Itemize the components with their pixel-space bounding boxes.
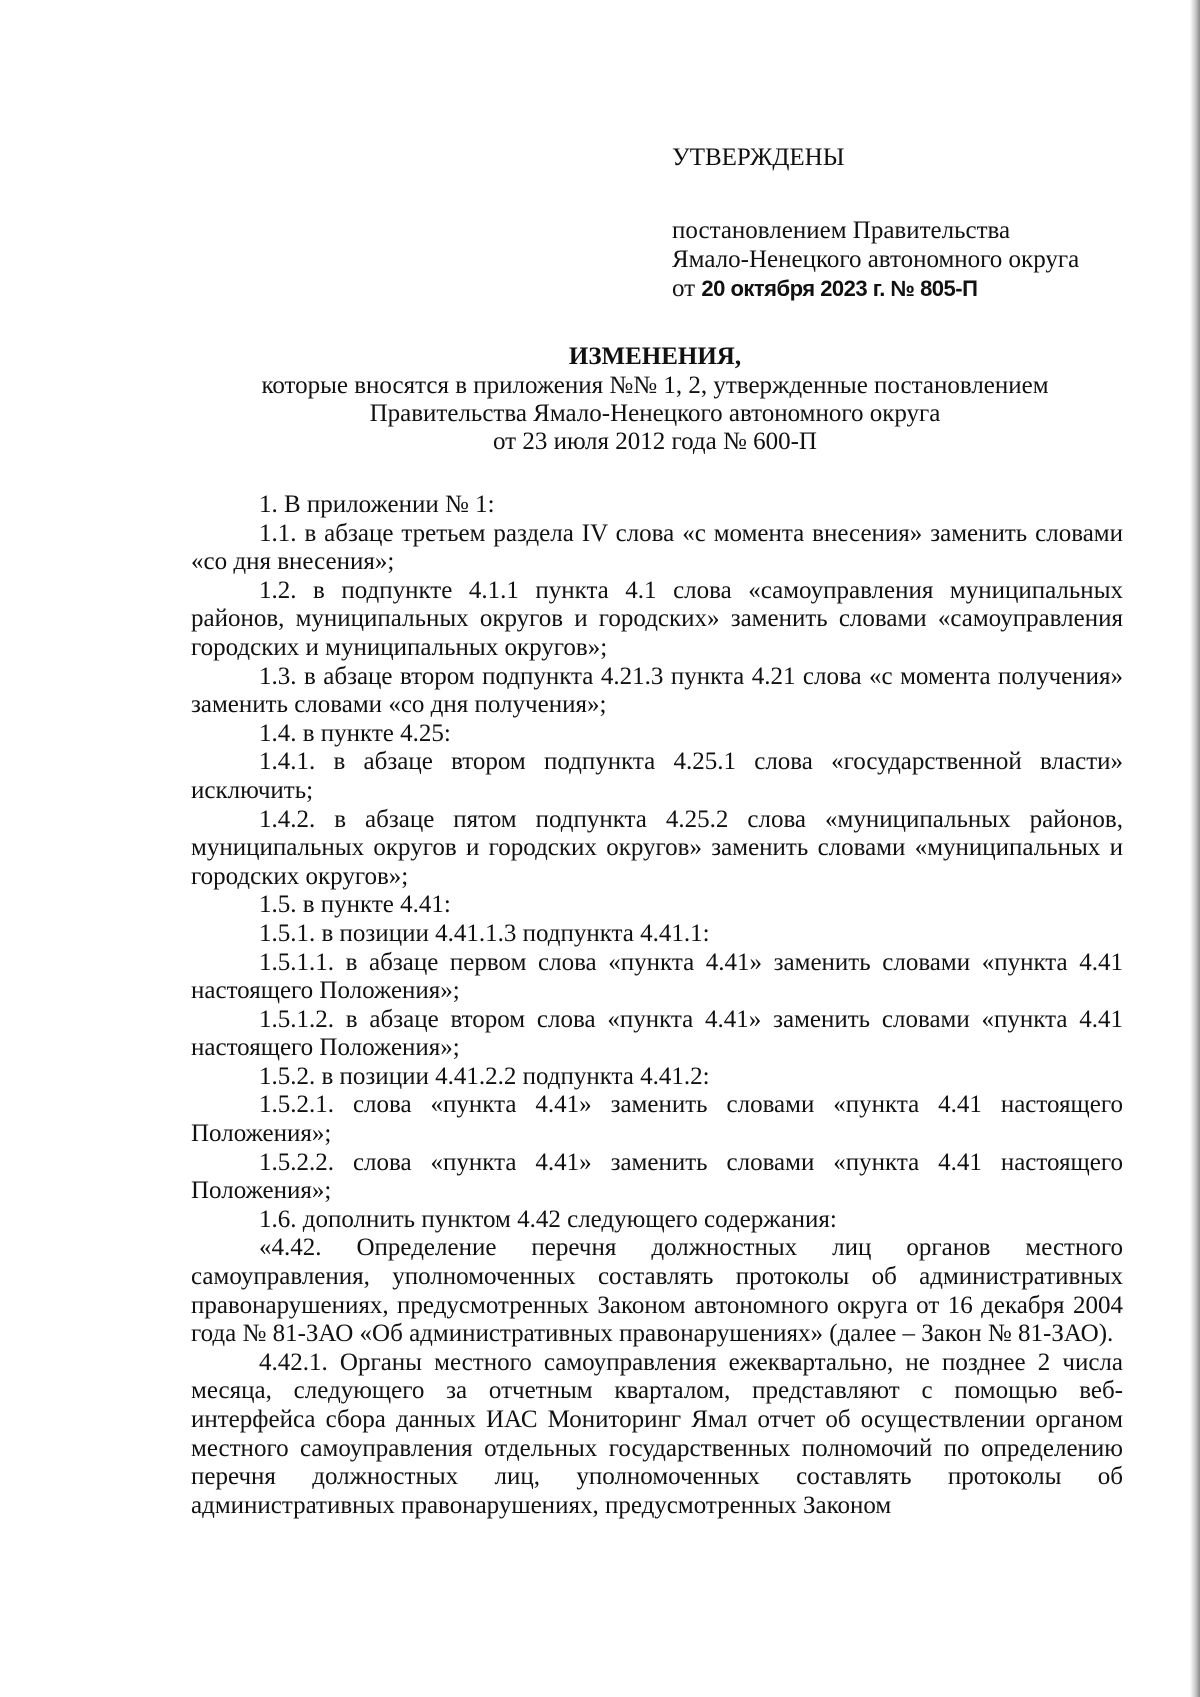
paragraph: 1.2. в подпункте 4.1.1 пункта 4.1 слова «самоуправления муниципальных районов, муниципальных округов и городских» заменить словами «самоуправления городских и муниципальных округов»;	[191, 576, 1123, 661]
approval-stamp: УТВЕРЖДЕНЫ	[672, 144, 845, 171]
approval-date-line	[672, 274, 1142, 303]
approval-line-2: Ямало-Ненецкого автономного округа	[672, 246, 1080, 273]
paragraph: 1.6. дополнить пунктом 4.42 следующего содержания:	[259, 1205, 837, 1233]
paragraph: 1.4.2. в абзаце пятом подпункта 4.25.2 слова «муниципальных районов, муниципальных округов и городских округов» заменить словами «муниципальных и городских округов»;	[191, 805, 1123, 890]
title-line-3: от 23 июля 2012 года № 600-П	[493, 428, 817, 455]
paragraph: 1. В приложении № 1:	[259, 491, 495, 518]
title-line-1: которые вносятся в приложения №№ 1, 2, утвержденные постановлением	[261, 372, 1049, 399]
paragraph: 4.42.1. Органы местного самоуправления ежеквартально, не позднее 2 числа месяца, следующего за отчетным кварталом, представляют с помощью веб-интерфейса сбора данных ИАС Мониторинг Ямал отчет об осуществлении органом местного самоуправления отдельных государственных полномочий по определению перечня должностных лиц, уполномоченных составлять протоколы об административных правонарушениях, предусмотренных Законом	[191, 1348, 1123, 1519]
approval-block	[672, 143, 1142, 303]
paragraph: 1.3. в абзаце втором подпункта 4.21.3 пункта 4.21 слова «с момента получения» заменить словами «со дня получения»;	[191, 662, 1123, 719]
paragraph: 1.1. в абзаце третьем раздела IV слова «с момента внесения» заменить словами «со дня внесения»;	[191, 519, 1123, 576]
paragraph: 1.5.1.1. в абзаце первом слова «пункта 4.41» заменить словами «пункта 4.41 настоящего Положения»;	[191, 948, 1123, 1005]
paragraph: 1.5.2.1. слова «пункта 4.41» заменить словами «пункта 4.41 настоящего Положения»;	[191, 1091, 1123, 1148]
paragraph: 1.4.1. в абзаце втором подпункта 4.25.1 слова «государственной власти» исключить;	[191, 748, 1123, 804]
document-title	[190, 343, 1120, 456]
title-line-2: Правительства Ямало-Ненецкого автономного округа	[369, 400, 941, 427]
title-heading: ИЗМЕНЕНИЯ,	[568, 343, 742, 370]
approval-date-value: 20 октября 2023 г. № 805-П	[701, 276, 978, 301]
scan-page-edge	[1190, 0, 1200, 1697]
paragraph: 1.5.1.2. в абзаце втором слова «пункта 4.41» заменить словами «пункта 4.41 настоящего Положения»;	[191, 1005, 1123, 1062]
paragraph: 1.5. в пункте 4.41:	[259, 891, 451, 919]
paragraph: 1.4. в пункте 4.25:	[259, 719, 451, 747]
approval-date-prefix: от	[672, 275, 696, 302]
paragraph: 1.5.2. в позиции 4.41.2.2 подпункта 4.41.2:	[259, 1062, 710, 1090]
paragraph: «4.42. Определение перечня должностных лиц органов местного самоуправления, уполномоченных составлять протоколы об административных правонарушениях, предусмотренных Законом автономного округа от 16 декабря 2004 года № 81-ЗАО «Об административных правонарушениях» (далее – Закон № 81-ЗАО).	[191, 1234, 1123, 1348]
paragraph: 1.5.2.2. слова «пункта 4.41» заменить словами «пункта 4.41 настоящего Положения»;	[191, 1148, 1123, 1205]
paragraph: 1.5.1. в позиции 4.41.1.3 подпункта 4.41.1:	[259, 919, 710, 947]
document-body	[191, 491, 1123, 1520]
approval-line-1: постановлением Правительства	[672, 217, 1011, 244]
